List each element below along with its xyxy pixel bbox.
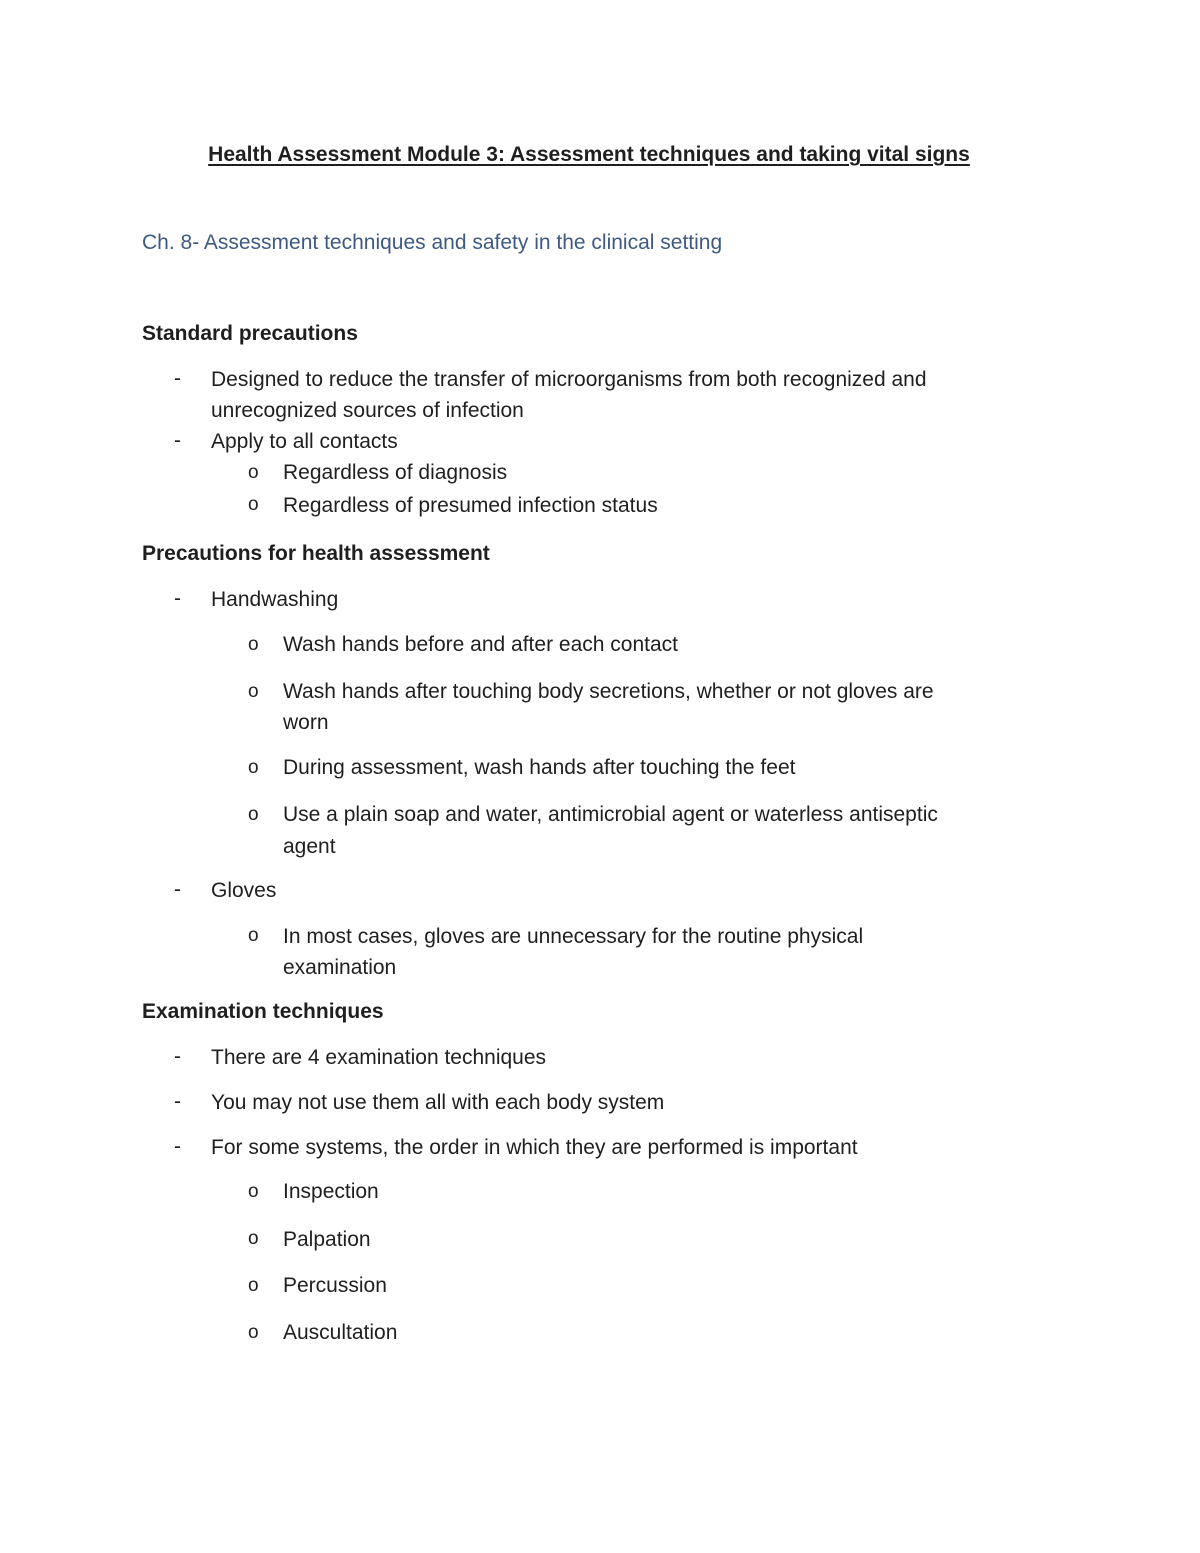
dash-bullet: - xyxy=(174,1090,181,1113)
section-heading-examination-techniques: Examination techniques xyxy=(142,1000,384,1023)
dash-bullet: - xyxy=(174,1135,181,1158)
list-item-text: Apply to all contacts xyxy=(211,430,398,453)
o-bullet: o xyxy=(248,1322,259,1343)
list-item-text: Designed to reduce the transfer of microorganisms from both recognized and xyxy=(211,368,927,391)
chapter-heading: Ch. 8- Assessment techniques and safety in the clinical setting xyxy=(142,231,723,254)
o-bullet: o xyxy=(248,462,259,483)
list-item-text: Gloves xyxy=(211,879,277,902)
section-heading-standard-precautions: Standard precautions xyxy=(142,322,358,345)
sub-item-text-continued: examination xyxy=(283,956,397,979)
o-bullet: o xyxy=(248,757,259,778)
sub-item-text: Wash hands before and after each contact xyxy=(283,633,678,656)
list-item-text: You may not use them all with each body system xyxy=(211,1091,665,1114)
sub-item-text: Percussion xyxy=(283,1274,387,1297)
dash-bullet: - xyxy=(174,1045,181,1068)
sub-item-text: Wash hands after touching body secretions, whether or not gloves are xyxy=(283,680,934,703)
list-item-text: For some systems, the order in which they are performed is important xyxy=(211,1136,858,1159)
list-item-text: Handwashing xyxy=(211,588,339,611)
sub-item-text: Regardless of presumed infection status xyxy=(283,494,658,517)
dash-bullet: - xyxy=(174,367,181,390)
sub-item-text: Auscultation xyxy=(283,1321,398,1344)
sub-item-text: Regardless of diagnosis xyxy=(283,461,508,484)
sub-item-text: Inspection xyxy=(283,1180,379,1203)
o-bullet: o xyxy=(248,804,259,825)
list-item-text: There are 4 examination techniques xyxy=(211,1046,547,1069)
o-bullet: o xyxy=(248,1181,259,1202)
sub-item-text: Palpation xyxy=(283,1228,371,1251)
section-heading-precautions-health-assessment: Precautions for health assessment xyxy=(142,542,490,565)
o-bullet: o xyxy=(248,634,259,655)
dash-bullet: - xyxy=(174,429,181,452)
sub-item-text: Use a plain soap and water, antimicrobial agent or waterless antiseptic xyxy=(283,803,938,826)
dash-bullet: - xyxy=(174,878,181,901)
o-bullet: o xyxy=(248,681,259,702)
page-title: Health Assessment Module 3: Assessment techniques and taking vital signs xyxy=(208,143,970,166)
o-bullet: o xyxy=(248,494,259,515)
o-bullet: o xyxy=(248,1275,259,1296)
sub-item-text-continued: agent xyxy=(283,835,336,858)
list-item-text-continued: unrecognized sources of infection xyxy=(211,399,524,422)
o-bullet: o xyxy=(248,1228,259,1249)
dash-bullet: - xyxy=(174,587,181,610)
sub-item-text: During assessment, wash hands after touching the feet xyxy=(283,756,796,779)
o-bullet: o xyxy=(248,925,259,946)
sub-item-text-continued: worn xyxy=(283,711,329,734)
sub-item-text: In most cases, gloves are unnecessary for the routine physical xyxy=(283,925,864,948)
